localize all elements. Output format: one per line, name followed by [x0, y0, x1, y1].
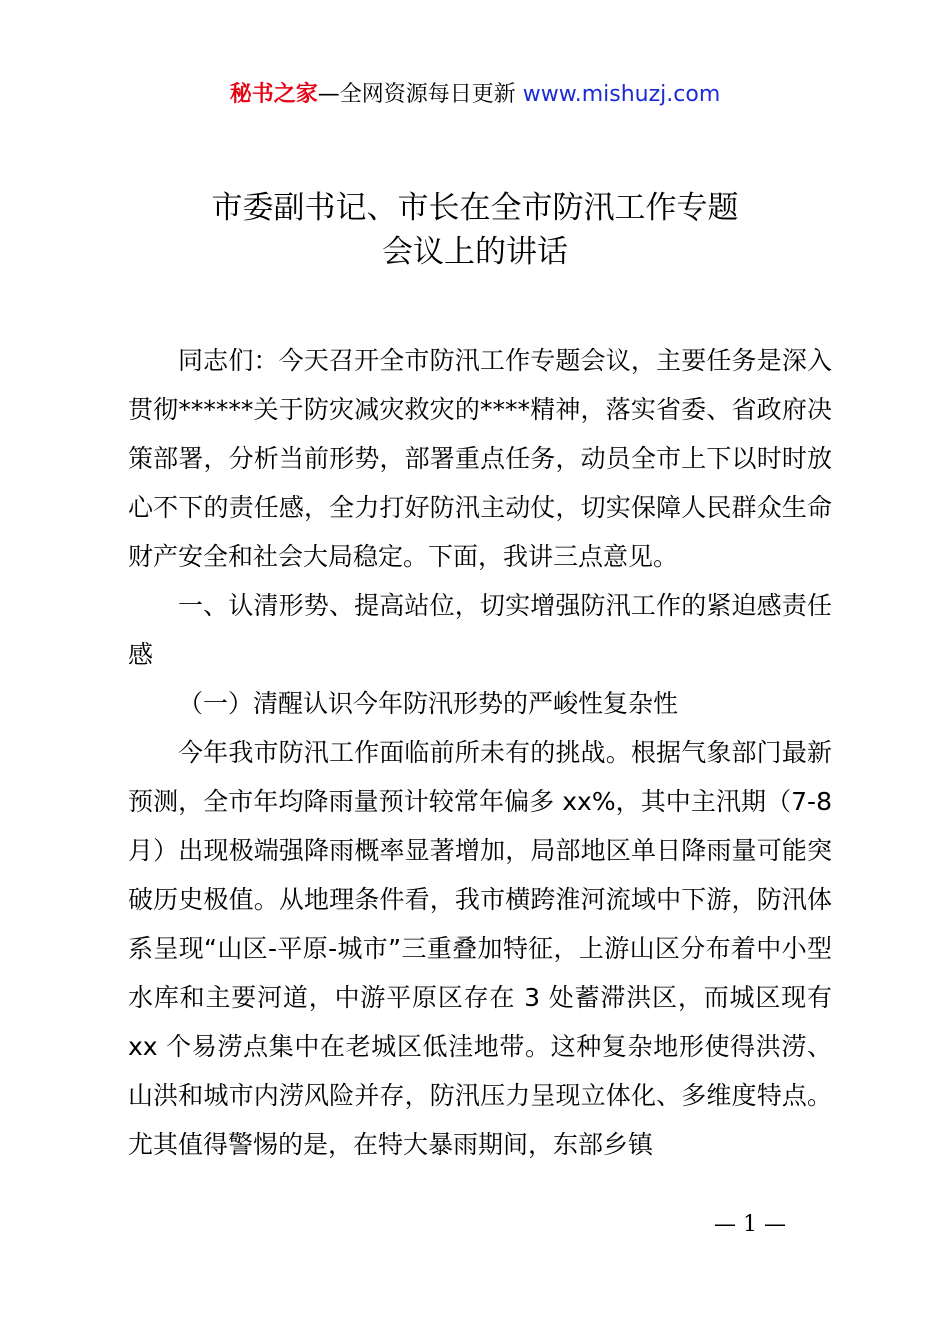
site-brand: 秘书之家 [229, 82, 318, 107]
subsection-heading-1: （一）清醒认识今年防汛形势的严峻性复杂性 [178, 689, 679, 718]
page-number: — 1 — [714, 1212, 786, 1237]
section-heading-1: 一、认清形势、提高站位，切实增强防汛工作的紧迫感责任感 [128, 591, 832, 669]
document-title [0, 186, 950, 274]
site-url[interactable]: www.mishuzj.com [522, 82, 721, 107]
site-tagline: —全网资源每日更新 [317, 82, 523, 107]
site-header [0, 80, 950, 110]
paragraph-situation: 今年我市防汛工作面临前所未有的挑战。根据气象部门最新预测，全市年均降雨量预计较常年偏多 xx%，其中主汛期（7-8月）出现极端强降雨概率显著增加，局部地区单日降雨量可能突破历史极值。从地理条件看，我市横跨淮河流域中下游，防汛体系呈现“山区-平原-城市”三重叠加特征，上游山区分布着中小型水库和主要河道，中游平原区存在 3 处蓄滞洪区，而城区现有 xx 个易涝点集中在老城区低洼地带。这种复杂地形使得洪涝、山洪和城市内涝风险并存，防汛压力呈现立体化、多维度特点。尤其值得警惕的是，在特大暴雨期间，东部乡镇 [128, 738, 832, 1159]
title-line-1: 市委副书记、市长在全市防汛工作专题 [211, 190, 739, 226]
document-body [128, 336, 832, 1169]
title-line-2: 会议上的讲话 [382, 234, 568, 270]
paragraph-intro: 同志们：今天召开全市防汛工作专题会议，主要任务是深入贯彻******关于防灾减灾救灾的****精神，落实省委、省政府决策部署，分析当前形势，部署重点任务，动员全市上下以时时放心不下的责任感，全力打好防汛主动仗，切实保障人民群众生命财产安全和社会大局稳定。下面，我讲三点意见。 [128, 346, 832, 571]
